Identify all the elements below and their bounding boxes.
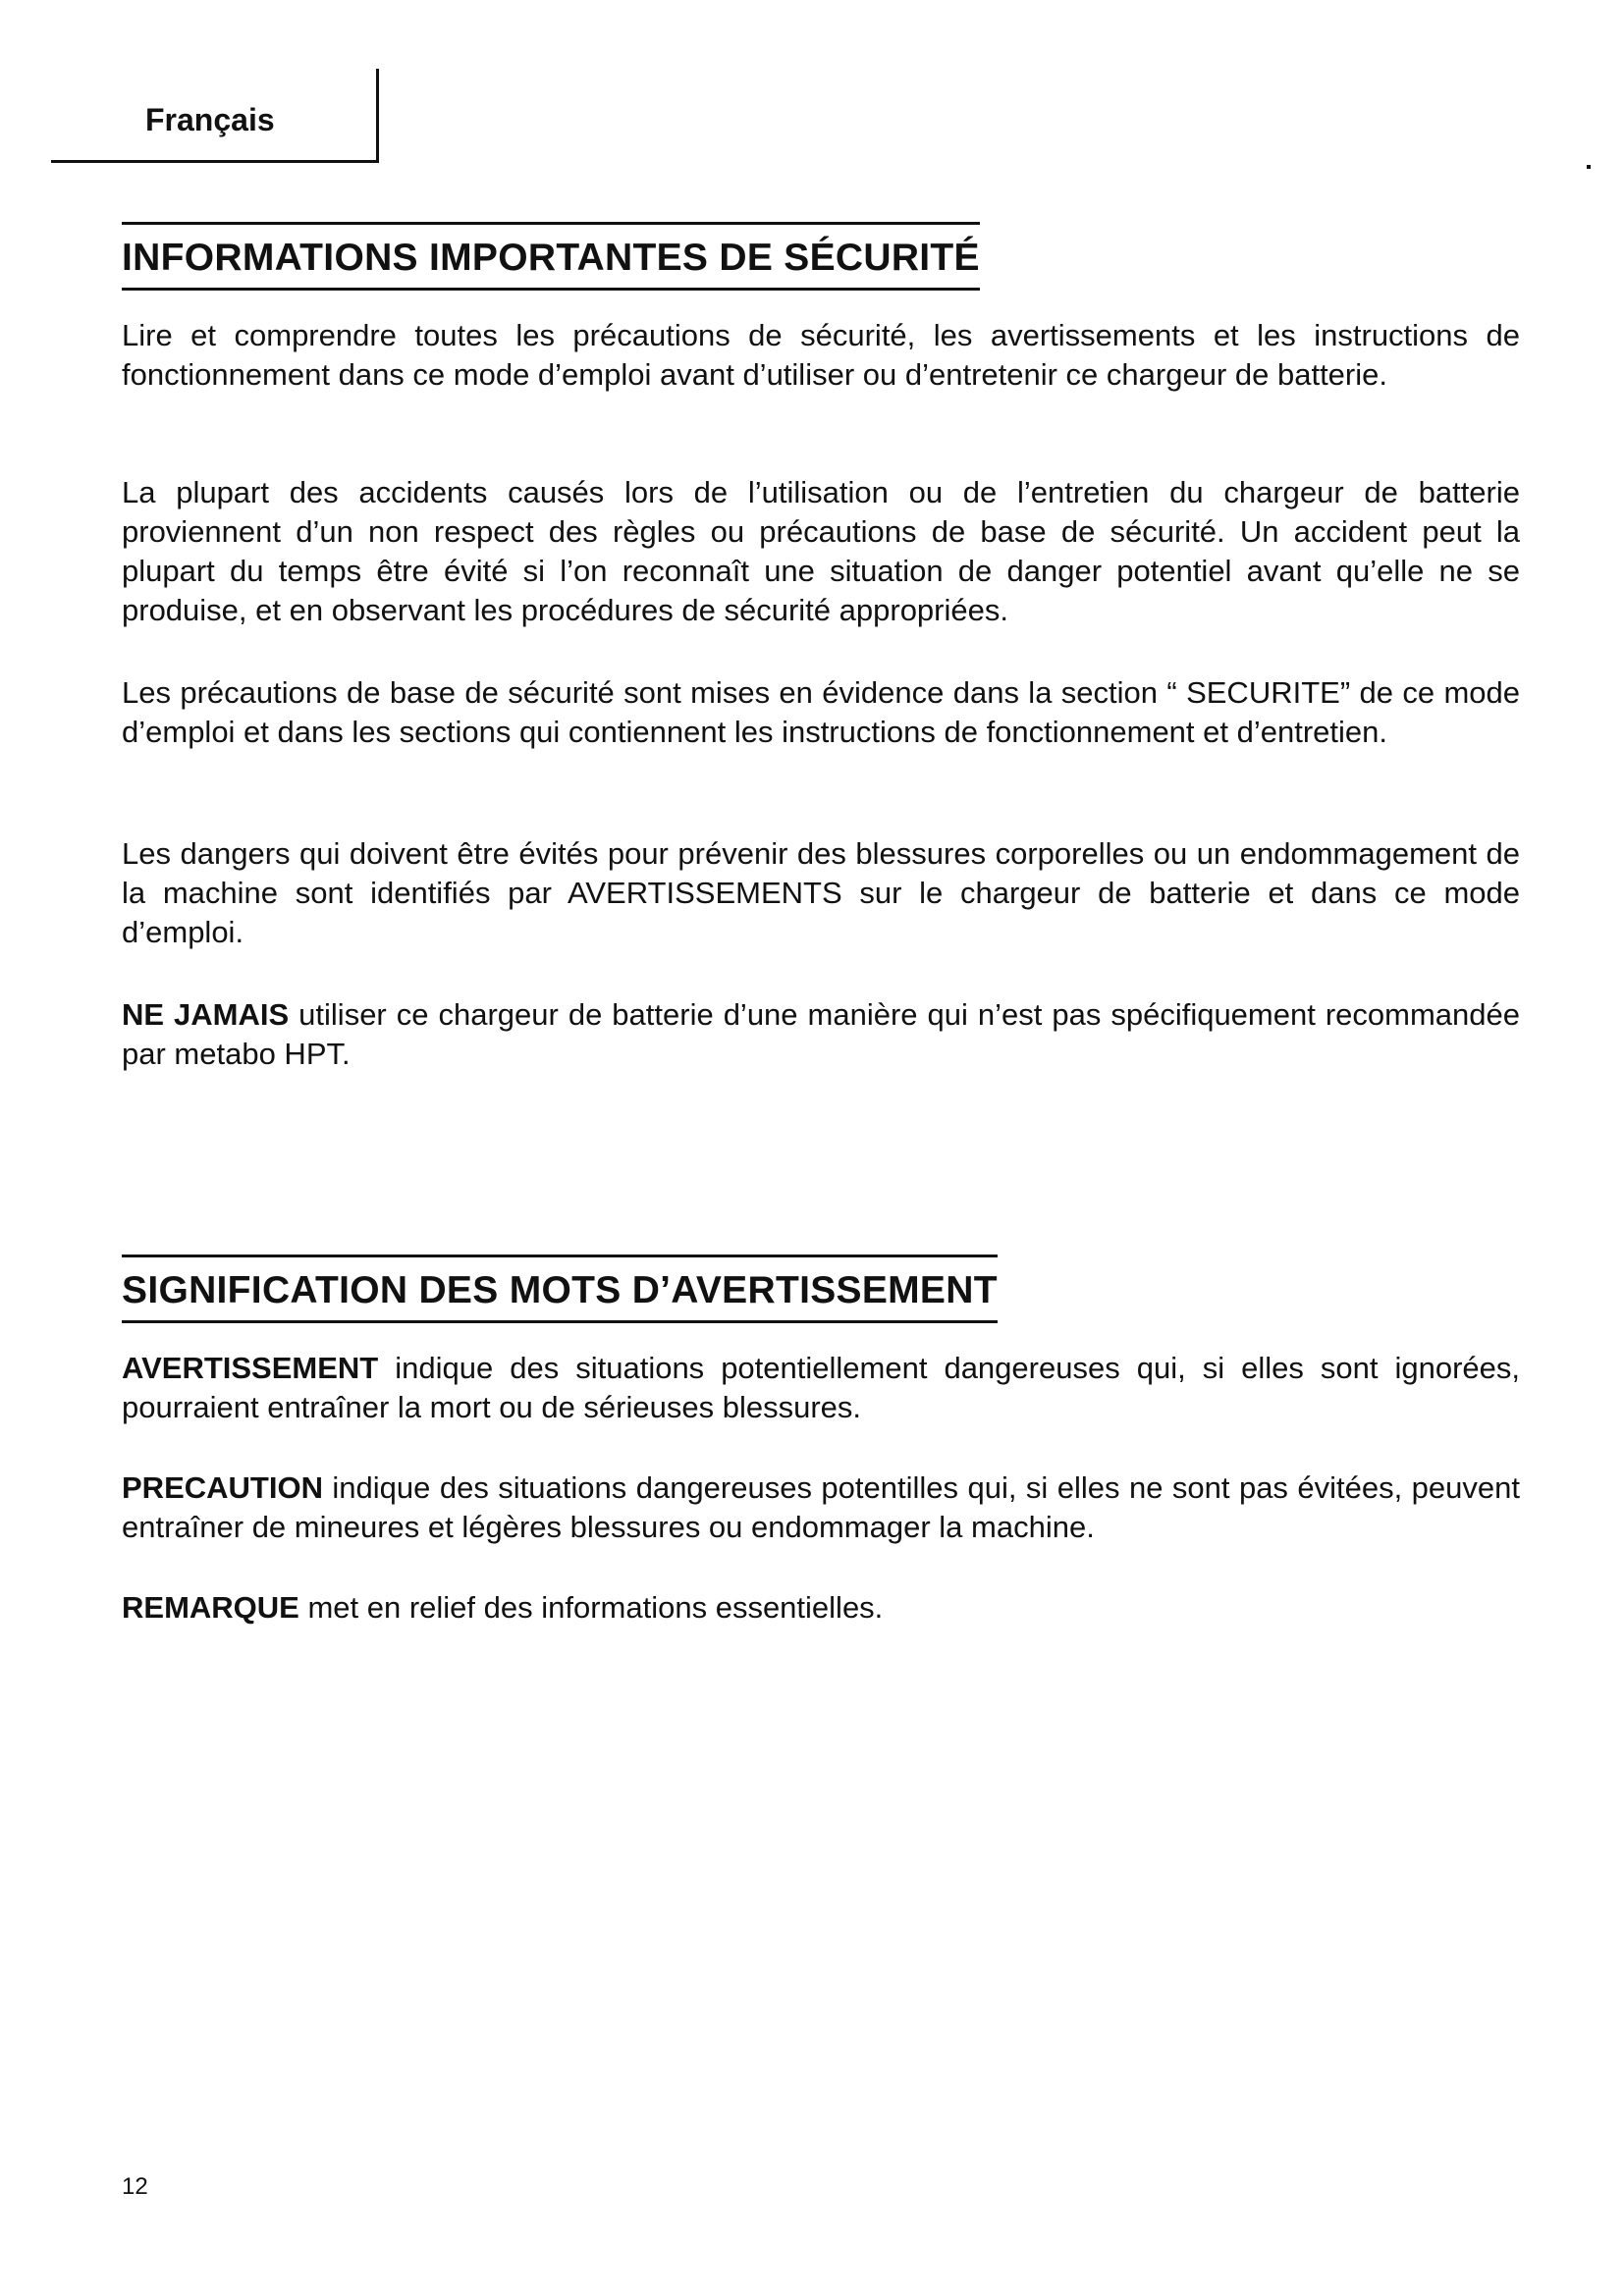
language-label: Français — [145, 102, 275, 137]
paragraph-dangers: Les dangers qui doivent être évités pour prévenir des blessures corporelles ou un endommagement de la machine sont identifiés par AVERTISSEMENTS sur le chargeur de batterie et dans ce mode d’emploi. — [122, 836, 1520, 949]
paragraph-read-instructions: Lire et comprendre toutes les précautions de sécurité, les avertissements et les instructions de fonctionnement dans ce mode d’emploi avant d’utiliser ou d’entretenir ce chargeur de batterie. — [122, 318, 1520, 392]
caution-term: PRECAUTION — [122, 1470, 323, 1505]
section-title-safety-info: INFORMATIONS IMPORTANTES DE SÉCURITÉ — [122, 222, 980, 291]
paragraph-basic-precautions: Les précautions de base de sécurité sont mises en évidence dans la section “ SECURITE” de ce mode d’emploi et dans les sections qui contiennent les instructions de fonctionnement et d’entretien. — [122, 675, 1520, 749]
paragraph-note-definition — [122, 1588, 1520, 1628]
note-text: met en relief des informations essentielles. — [298, 1590, 884, 1625]
never-text: utiliser ce chargeur de batterie d’une manière qui n’est pas spécifiquement recommandée par metabo HPT. — [122, 997, 1520, 1071]
warning-term: AVERTISSEMENT — [122, 1351, 379, 1385]
paragraph-accidents: La plupart des accidents causés lors de l’utilisation ou de l’entretien du chargeur de batterie proviennent d’un non respect des règles ou précautions de base de sécurité. Un accident peut la plupart du temps être évité si l’on reconnaît une situation de danger potentiel avant qu’elle ne se produise, et en observant les procédures de sécurité appropriées. — [122, 475, 1520, 627]
never-term: NE JAMAIS — [122, 997, 290, 1032]
paragraph-warning-definition — [122, 1349, 1520, 1427]
warning-text: indique des situations potentiellement dangereuses qui, si elles sont ignorées, pourraient entraîner la mort ou de sérieuses blessures. — [122, 1351, 1520, 1424]
note-term: REMARQUE — [122, 1590, 299, 1625]
language-tab — [51, 69, 379, 163]
page-number: 12 — [122, 2173, 148, 2200]
section-title-signal-words: SIGNIFICATION DES MOTS D’AVERTISSEMENT — [122, 1255, 998, 1323]
caution-text: indique des situations dangereuses potentilles qui, si elles ne sont pas évitées, peuvent entraîner de mineures et légères blessures ou endommager la machine. — [122, 1470, 1520, 1544]
paragraph-never-use — [122, 995, 1520, 1074]
corner-mark — [1587, 165, 1591, 169]
paragraph-caution-definition — [122, 1468, 1520, 1547]
